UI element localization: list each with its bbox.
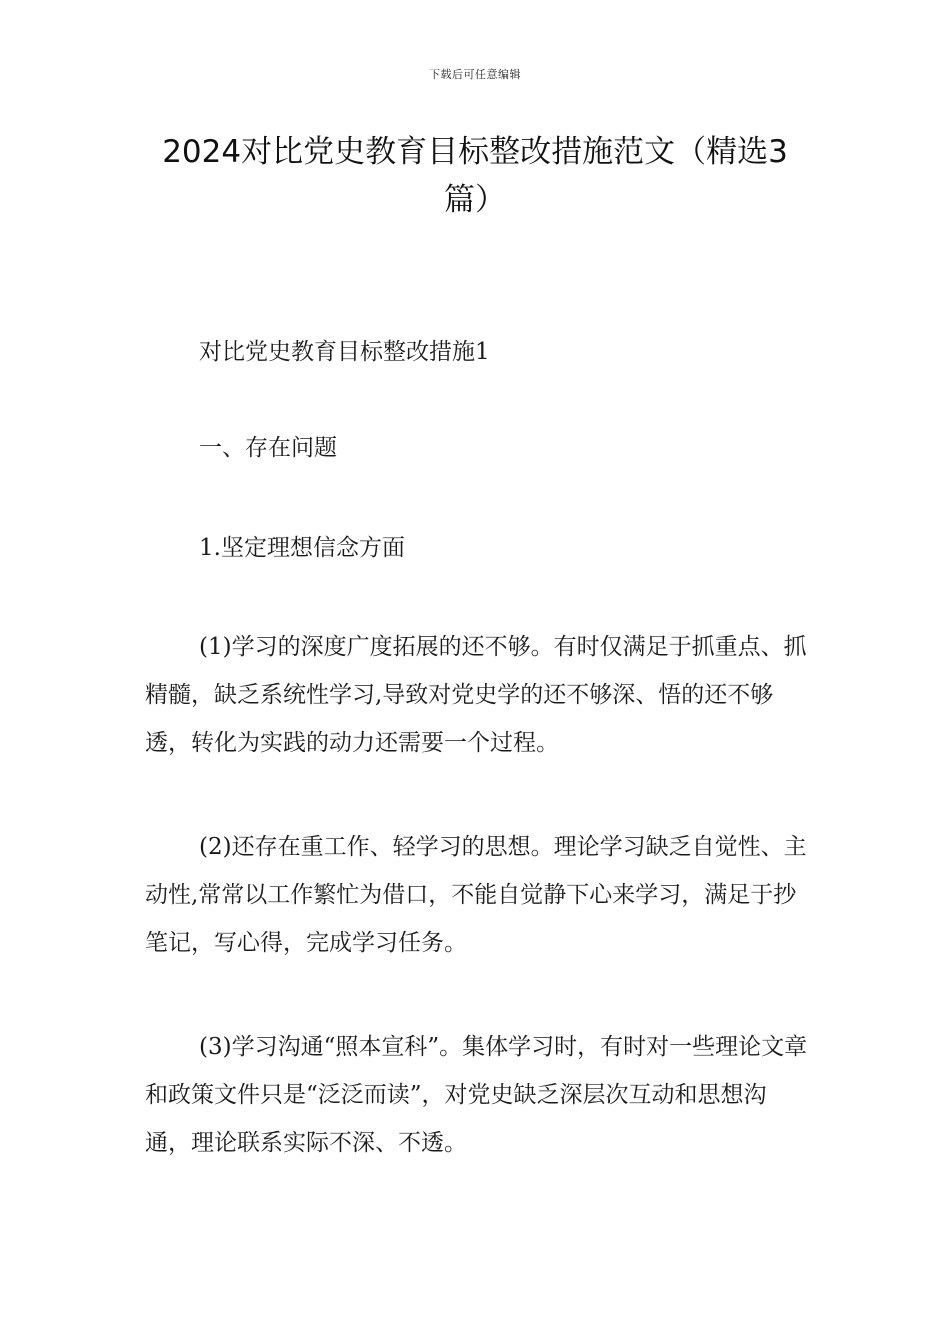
paragraph-3: (3)学习沟通“照本宣科”。集体学习时，有时对一些理论文章和政策文件只是“泛泛而读”，对党史缺乏深层次互动和思想沟通，理论联系实际不深、不透。 bbox=[145, 1034, 808, 1156]
document-title: 2024对比党史教育目标整改措施范文（精选3篇） bbox=[162, 134, 788, 218]
paragraph-2: (2)还存在重工作、轻学习的思想。理论学习缺乏自觉性、主动性,常常以工作繁忙为借口，不能自觉静下心来学习，满足于抄笔记，写心得，完成学习任务。 bbox=[145, 834, 807, 956]
section-heading: 对比党史教育目标整改措施1 bbox=[199, 339, 490, 365]
paragraph-1: (1)学习的深度广度拓展的还不够。有时仅满足于抓重点、抓精髓，缺乏系统性学习,导致对党史学的还不够深、悟的还不够透，转化为实践的动力还需要一个过程。 bbox=[145, 634, 807, 756]
sub-heading: 1.坚定理想信念方面 bbox=[199, 535, 405, 561]
header-note: 下载后可任意编辑 bbox=[429, 68, 521, 81]
part-heading: 一、存在问题 bbox=[199, 435, 337, 461]
